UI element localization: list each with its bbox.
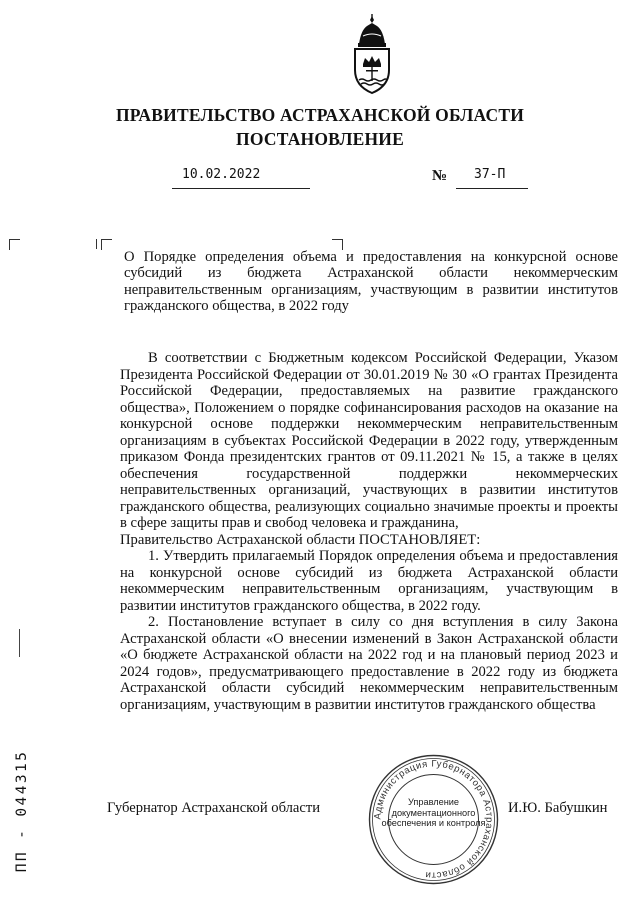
side-serial-container (14, 734, 30, 888)
stamp-ring-text: Администрация Губернатора Астраханской области (372, 758, 495, 881)
margin-mark (19, 629, 20, 657)
signer-position: Губернатор Астраханской области (107, 800, 321, 816)
corner-bracket-mid (101, 239, 112, 250)
item-2-paragraph: 2. Постановление вступает в силу со дня вступления в силу Закона Астраханской области «О внесении изменений в Закон Астраханской области «О бюджете Астраханской области на 2022 год и на плановый период 2023 и 2024 годов», предусматривающего предоставление в 2022 году из бюджета Астраханской области субсидий некоммерческим неправительственным организациям, участвующим в развитии институтов гражданского общества (120, 614, 618, 713)
preamble-paragraph: В соответствии с Бюджетным кодексом Российской Федерации, Указом Президента Российской Федерации от 30.01.2019 № 30 «О грантах Президента Российской Федерации, предоставляемых на развитие гражданского общества», Положением о порядке софинансирования расходов на оказание на конкурсной основе поддержки некоммерческим неправительственным организациям в субъектах Российской Федерации в 2022 году, утвержденным приказом Фонда президентских грантов от 09.11.2021 № 15, а также в целях обеспечения государственной поддержки некоммерческих неправительственных организаций, участвующих в развитии институтов гражданского общества, реализующих социально значимые проекты и проекты в сфере защиты прав и свобод человека и гражданина, (120, 350, 618, 531)
document-body (120, 350, 618, 713)
organization-title: ПРАВИТЕЛЬСТВО АСТРАХАНСКОЙ ОБЛАСТИ (115, 105, 525, 125)
item-1-paragraph: 1. Утвердить прилагаемый Порядок определения объема и предоставления на конкурсной основе субсидий из бюджета Астраханской области некоммерческим неправительственным организациям, участвующим в развитии институтов гражданского общества, в 2022 году. (120, 548, 618, 614)
side-serial-number: ПП - 044315 (14, 749, 30, 873)
number-sign: № (432, 168, 448, 184)
resolves-line: Правительство Астраханской области ПОСТАНОВЛЯЕТ: (120, 531, 481, 548)
document-number: 37-П (474, 167, 506, 182)
corner-bracket-mid-bar (96, 239, 97, 249)
document-date: 10.02.2022 (182, 167, 261, 182)
signer-name: И.Ю. Бабушкин (508, 800, 608, 816)
stamp-center-text: Управление документационного обеспечения и контроля (381, 797, 486, 829)
document-subject: О Порядке определения объема и предоставления на конкурсной основе субсидий из бюджета Астраханской области некоммерческим неправительственным организациям, участвующим в развитии институтов гражданского общества, в 2022 году (124, 249, 618, 314)
coat-of-arms-emblem (349, 14, 395, 96)
document-type-title: ПОСТАНОВЛЕНИЕ (236, 129, 404, 149)
corner-bracket-left (9, 239, 20, 250)
